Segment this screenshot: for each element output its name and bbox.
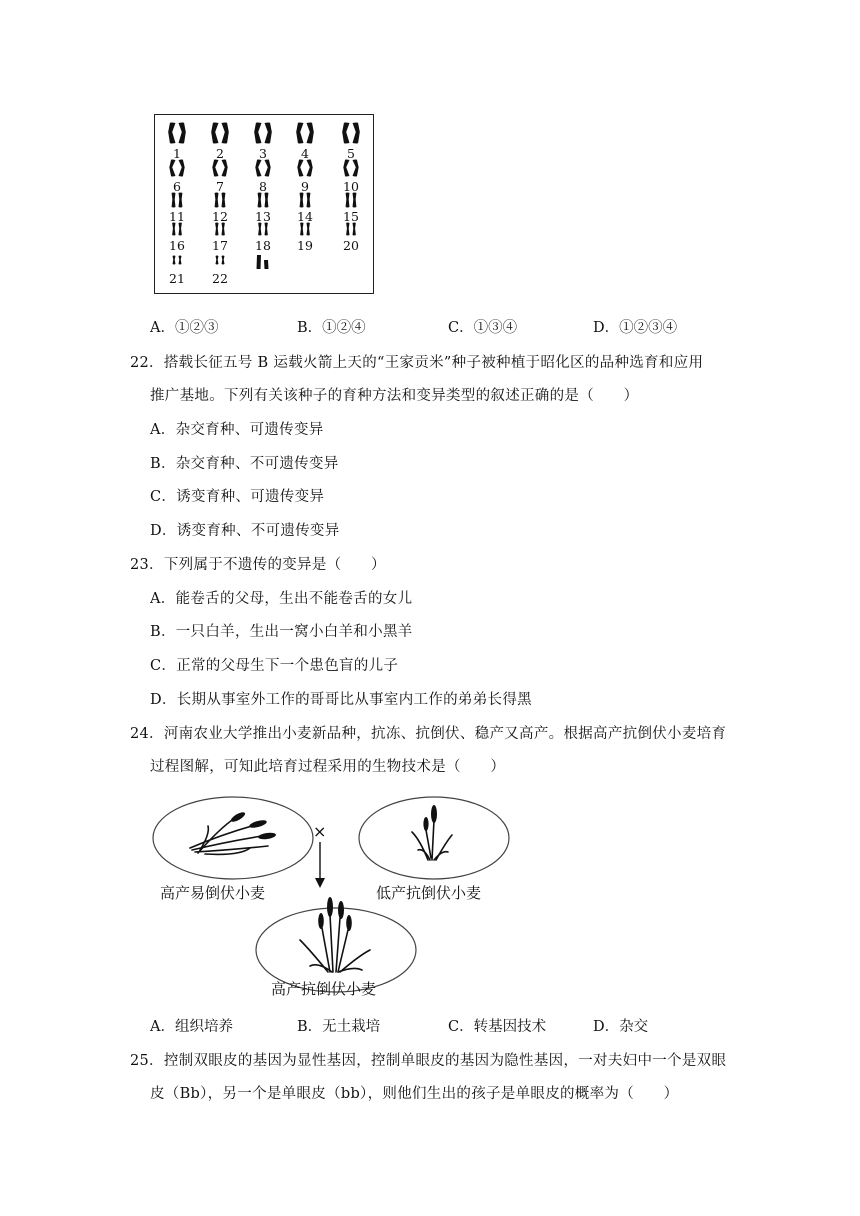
chromosome-number-21: 21 <box>169 271 185 286</box>
chromosome-number-2: 2 <box>216 146 224 161</box>
chromosome-4-a <box>296 123 303 144</box>
chromosome-18-b <box>265 223 268 236</box>
hybrid-wheat-plant <box>300 915 370 972</box>
q24-option-a[interactable]: A．组织培养 <box>150 1019 233 1035</box>
q23-option-c[interactable]: C．正常的父母生下一个患色盲的儿子 <box>150 658 399 674</box>
chromosome-number-22: 22 <box>212 271 228 286</box>
q23-option-b[interactable]: B．一只白羊，生出一窝小白羊和小黑羊 <box>150 624 413 640</box>
q21-option-c[interactable]: C．①③④ <box>448 320 518 336</box>
chromosome-number-5: 5 <box>347 146 355 161</box>
karyotype-figure <box>154 114 374 294</box>
q23-option-d[interactable]: D．长期从事室外工作的哥哥比从事室内工作的弟弟长得黑 <box>150 692 532 708</box>
left-label: 高产易倒伏小麦 <box>160 884 266 902</box>
chromosome-14-a <box>300 193 304 208</box>
chromosome-19-a <box>300 223 303 236</box>
chromosome-10-a <box>343 160 349 177</box>
chromosome-20-a <box>346 223 349 236</box>
chromosome-number-11: 11 <box>169 209 185 224</box>
chromosome-number-14: 14 <box>297 209 313 224</box>
chromosome-number-17: 17 <box>212 238 228 253</box>
lodging-wheat-ears <box>230 810 277 840</box>
q24-option-c[interactable]: C．转基因技术 <box>448 1019 547 1035</box>
q21-option-a[interactable]: A．①②③ <box>150 320 219 336</box>
chromosome-number-19: 19 <box>297 238 313 253</box>
chromosome-19-b <box>307 223 310 236</box>
chromosome-6-b <box>179 160 185 177</box>
q22-option-c[interactable]: C．诱变育种、可遗传变异 <box>150 489 325 505</box>
sex-chromosome-y <box>264 260 269 269</box>
chromosome-number-12: 12 <box>212 209 228 224</box>
q24-option-b[interactable]: B．无土栽培 <box>297 1019 381 1035</box>
chromosome-number-7: 7 <box>216 179 224 194</box>
chromosome-17-b <box>222 223 225 236</box>
chromosome-number-3: 3 <box>259 146 267 161</box>
q21-option-b[interactable]: B．①②④ <box>297 320 366 336</box>
q22-option-b[interactable]: B．杂交育种、不可遗传变异 <box>150 456 339 472</box>
chromosome-number-8: 8 <box>259 179 267 194</box>
arrow-head <box>315 878 325 888</box>
chromosome-21-b <box>179 256 182 265</box>
chromosome-21-a <box>173 256 176 265</box>
chromosome-13-a <box>258 193 262 208</box>
chromosome-14-b <box>307 193 311 208</box>
q22-option-d[interactable]: D．诱变育种、不可遗传变异 <box>150 523 340 539</box>
left-ellipse <box>153 797 313 879</box>
chromosome-22-b <box>222 256 225 265</box>
chromosome-1-b <box>179 123 186 144</box>
chromosome-15-a <box>346 193 350 208</box>
chromosome-12-b <box>222 193 226 208</box>
q22-stem-line1: 22．搭载长征五号 B 运载火箭上天的“王家贡米”种子被种植于昭化区的品种选育和应用 <box>130 355 704 371</box>
karyotype-chromosomes <box>155 115 373 293</box>
chromosome-11-a <box>172 193 176 208</box>
q24-stem-line1: 24．河南农业大学推出小麦新品种，抗冻、抗倒伏、稳产又高产。根据高产抗倒伏小麦培育 <box>130 726 727 742</box>
chromosome-11-b <box>179 193 183 208</box>
chromosome-4-b <box>307 123 314 144</box>
bottom-label: 高产抗倒伏小麦 <box>271 980 377 998</box>
chromosome-6-a <box>169 160 175 177</box>
chromosome-number-10: 10 <box>343 179 359 194</box>
resistant-wheat-plant <box>412 820 452 860</box>
chromosome-7-b <box>222 160 228 177</box>
chromosome-number-1: 1 <box>173 146 181 161</box>
chromosome-number-6: 6 <box>173 179 181 194</box>
q25-stem-line1: 25．控制双眼皮的基因为显性基因，控制单眼皮的基因为隐性基因，一对夫妇中一个是双眼 <box>130 1053 727 1069</box>
resistant-wheat-ears <box>423 805 437 831</box>
sex-chromosome-x <box>257 255 262 269</box>
q23-option-a[interactable]: A．能卷舌的父母，生出不能卷舌的女儿 <box>150 591 413 607</box>
chromosome-8-b <box>265 160 271 177</box>
chromosome-number-13: 13 <box>255 209 271 224</box>
q25-stem-line2: 皮（Bb），另一个是单眼皮（bb），则他们生出的孩子是单眼皮的概率为（ ） <box>150 1086 679 1102</box>
q24-stem-line2: 过程图解，可知此培育过程采用的生物技术是（ ） <box>150 759 506 775</box>
hybrid-wheat-ears <box>318 897 352 931</box>
chromosome-8-a <box>255 160 261 177</box>
cross-symbol: × <box>313 822 327 841</box>
q24-option-d[interactable]: D．杂交 <box>593 1019 649 1035</box>
q21-option-d[interactable]: D．①②③④ <box>593 320 678 336</box>
chromosome-1-a <box>168 123 175 144</box>
chromosome-16-b <box>179 223 182 236</box>
chromosome-7-a <box>212 160 218 177</box>
chromosome-3-b <box>265 123 272 144</box>
chromosome-13-b <box>265 193 269 208</box>
chromosome-number-4: 4 <box>301 146 309 161</box>
chromosome-5-a <box>342 123 349 144</box>
chromosome-number-16: 16 <box>169 238 185 253</box>
chromosome-12-a <box>215 193 219 208</box>
right-label: 低产抗倒伏小麦 <box>376 884 482 902</box>
chromosome-22-a <box>216 256 219 265</box>
chromosome-16-a <box>172 223 175 236</box>
chromosome-number-9: 9 <box>301 179 309 194</box>
chromosome-2-b <box>222 123 229 144</box>
chromosome-18-a <box>258 223 261 236</box>
chromosome-2-a <box>211 123 218 144</box>
chromosome-10-b <box>353 160 359 177</box>
chromosome-number-15: 15 <box>343 209 359 224</box>
chromosome-15-b <box>353 193 357 208</box>
chromosome-3-a <box>254 123 261 144</box>
chromosome-number-18: 18 <box>255 238 271 253</box>
q22-stem-line2: 推广基地。下列有关该种子的育种方法和变异类型的叙述正确的是（ ） <box>150 388 639 404</box>
chromosome-9-b <box>307 160 313 177</box>
chromosome-9-a <box>297 160 303 177</box>
chromosome-20-b <box>353 223 356 236</box>
chromosome-number-20: 20 <box>343 238 359 253</box>
chromosome-5-b <box>353 123 360 144</box>
chromosome-17-a <box>215 223 218 236</box>
q22-option-a[interactable]: A．杂交育种、可遗传变异 <box>150 422 324 438</box>
wheat-breeding-figure <box>150 790 510 1005</box>
q23-stem: 23．下列属于不遗传的变异是（ ） <box>130 557 386 573</box>
